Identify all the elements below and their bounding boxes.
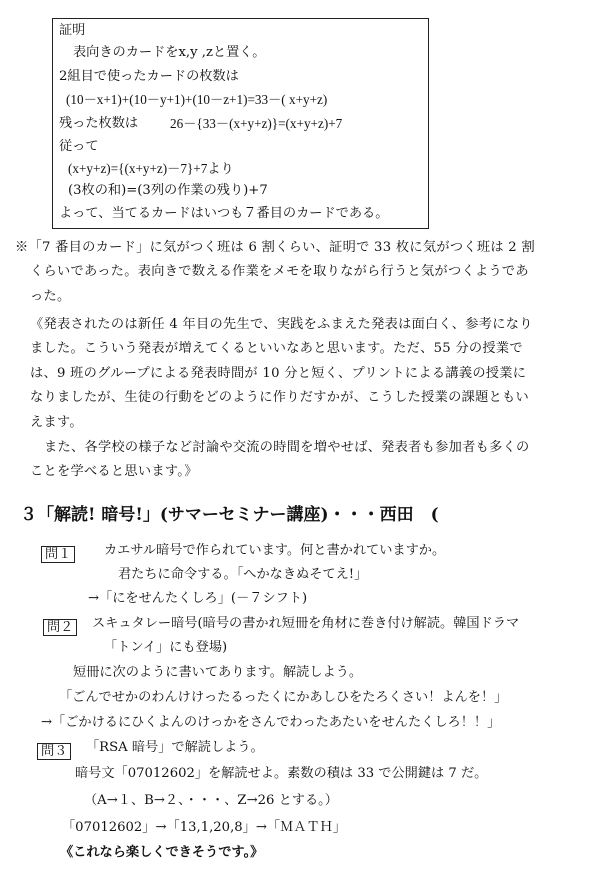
section-3-heading: ３「解読! 暗号!」(サマーセミナー講座)・・・西田 (	[20, 505, 439, 525]
comment-line-1: 《発表されたのは新任 4 年目の先生で、実践をふまえた発表は面白く、参考になり	[30, 317, 533, 332]
q2-label-box: 問２	[43, 619, 77, 636]
comment-line-3: は、9 班のグループによる発表時間が 10 分と短く、プリントによる講義の授業に	[30, 366, 527, 381]
q3-label	[37, 740, 71, 760]
proof-line-4-formula: 26－{33－(x+y+z)}=(x+y+z)+7	[170, 116, 343, 131]
q2-text-2: 「トンイ」にも登場)	[104, 640, 228, 655]
comment-line-4: なりましたが、生徒の行動をどのように作りだすかが、こうした授業の課題ともい	[30, 390, 530, 405]
q3-closing: 《これなら楽しくできそうです。》	[60, 845, 264, 860]
q3-line-2: （A→１、B→２、・・・、Z→26 とする。）	[84, 793, 338, 808]
proof-line-2: 2組目で使ったカードの枚数は	[59, 69, 239, 84]
q2-cipher: 「ごんでせかのわんけけったるったくにかあしひをたろくさい！よんを！」	[59, 690, 508, 705]
q1-text: カエサル暗号で作られています。何と書かれていますか。	[104, 543, 446, 558]
q3-text: 「RSA 暗号」で解読しよう。	[86, 740, 264, 755]
proof-line-5: 従って	[59, 139, 99, 154]
q1-label	[41, 543, 75, 563]
proof-line-7: (3枚の和)=(3列の作業の残り)+7	[68, 183, 268, 198]
proof-line-1: 表向きのカードをx,y ,zと置く。	[73, 45, 266, 60]
proof-line-8: よって、当てるカードはいつも７番目のカードである。	[59, 206, 389, 221]
q1-cipher: 君たちに命令する。「へかなきぬそてえ!」	[118, 567, 368, 582]
note-line-1: ※「7 番目のカード」に気がつく班は 6 割くらい、証明で 33 枚に気がつく班は 2 割	[15, 240, 535, 255]
q1-label-box: 問１	[41, 546, 75, 563]
q3-label-box: 問３	[37, 743, 71, 760]
proof-line-3: (10－x+1)+(10－y+1)+(10－z+1)=33－( x+y+z)	[66, 92, 328, 107]
comment-line-2: ました。こういう発表が増えてくるといいなあと思います。ただ、55 分の授業で	[30, 341, 523, 356]
proof-title: 証明	[59, 23, 86, 38]
comment-line-6: また、各学校の様子など討論や交流の時間を増やせば、発表者も参加者も多くの	[44, 440, 530, 455]
q2-answer: →「ごかけるにひくよんのけっかをさんでわったあたいをせんたくしろ！！」	[41, 715, 501, 730]
q3-line-3: 「07012602」→「13,1,20,8」→「ＭＡＴＨ」	[62, 820, 347, 835]
proof-line-6: (x+y+z)={(x+y+z)－7}+7より	[68, 161, 234, 176]
comment-line-7: ことを学べると思います。》	[30, 464, 198, 479]
q2-text: スキュタレー暗号(暗号の書かれ短冊を角材に巻き付け解読。韓国ドラマ	[92, 616, 520, 631]
q2-label	[43, 616, 77, 636]
proof-line-4-label: 残った枚数は	[59, 116, 139, 131]
q1-answer: →「にをせんたくしろ」(－７シフト)	[88, 591, 308, 606]
note-line-3: った。	[30, 289, 71, 304]
q3-line-1: 暗号文「07012602」を解読せよ。素数の積は 33 で公開鍵は 7 だ。	[75, 766, 488, 781]
comment-line-5: えます。	[30, 415, 83, 430]
note-line-2: くらいであった。表向きで数える作業をメモを取りながら行うと気がつくようであ	[30, 264, 529, 279]
q2-instruction: 短冊に次のように書いてあります。解読しよう。	[73, 665, 363, 680]
